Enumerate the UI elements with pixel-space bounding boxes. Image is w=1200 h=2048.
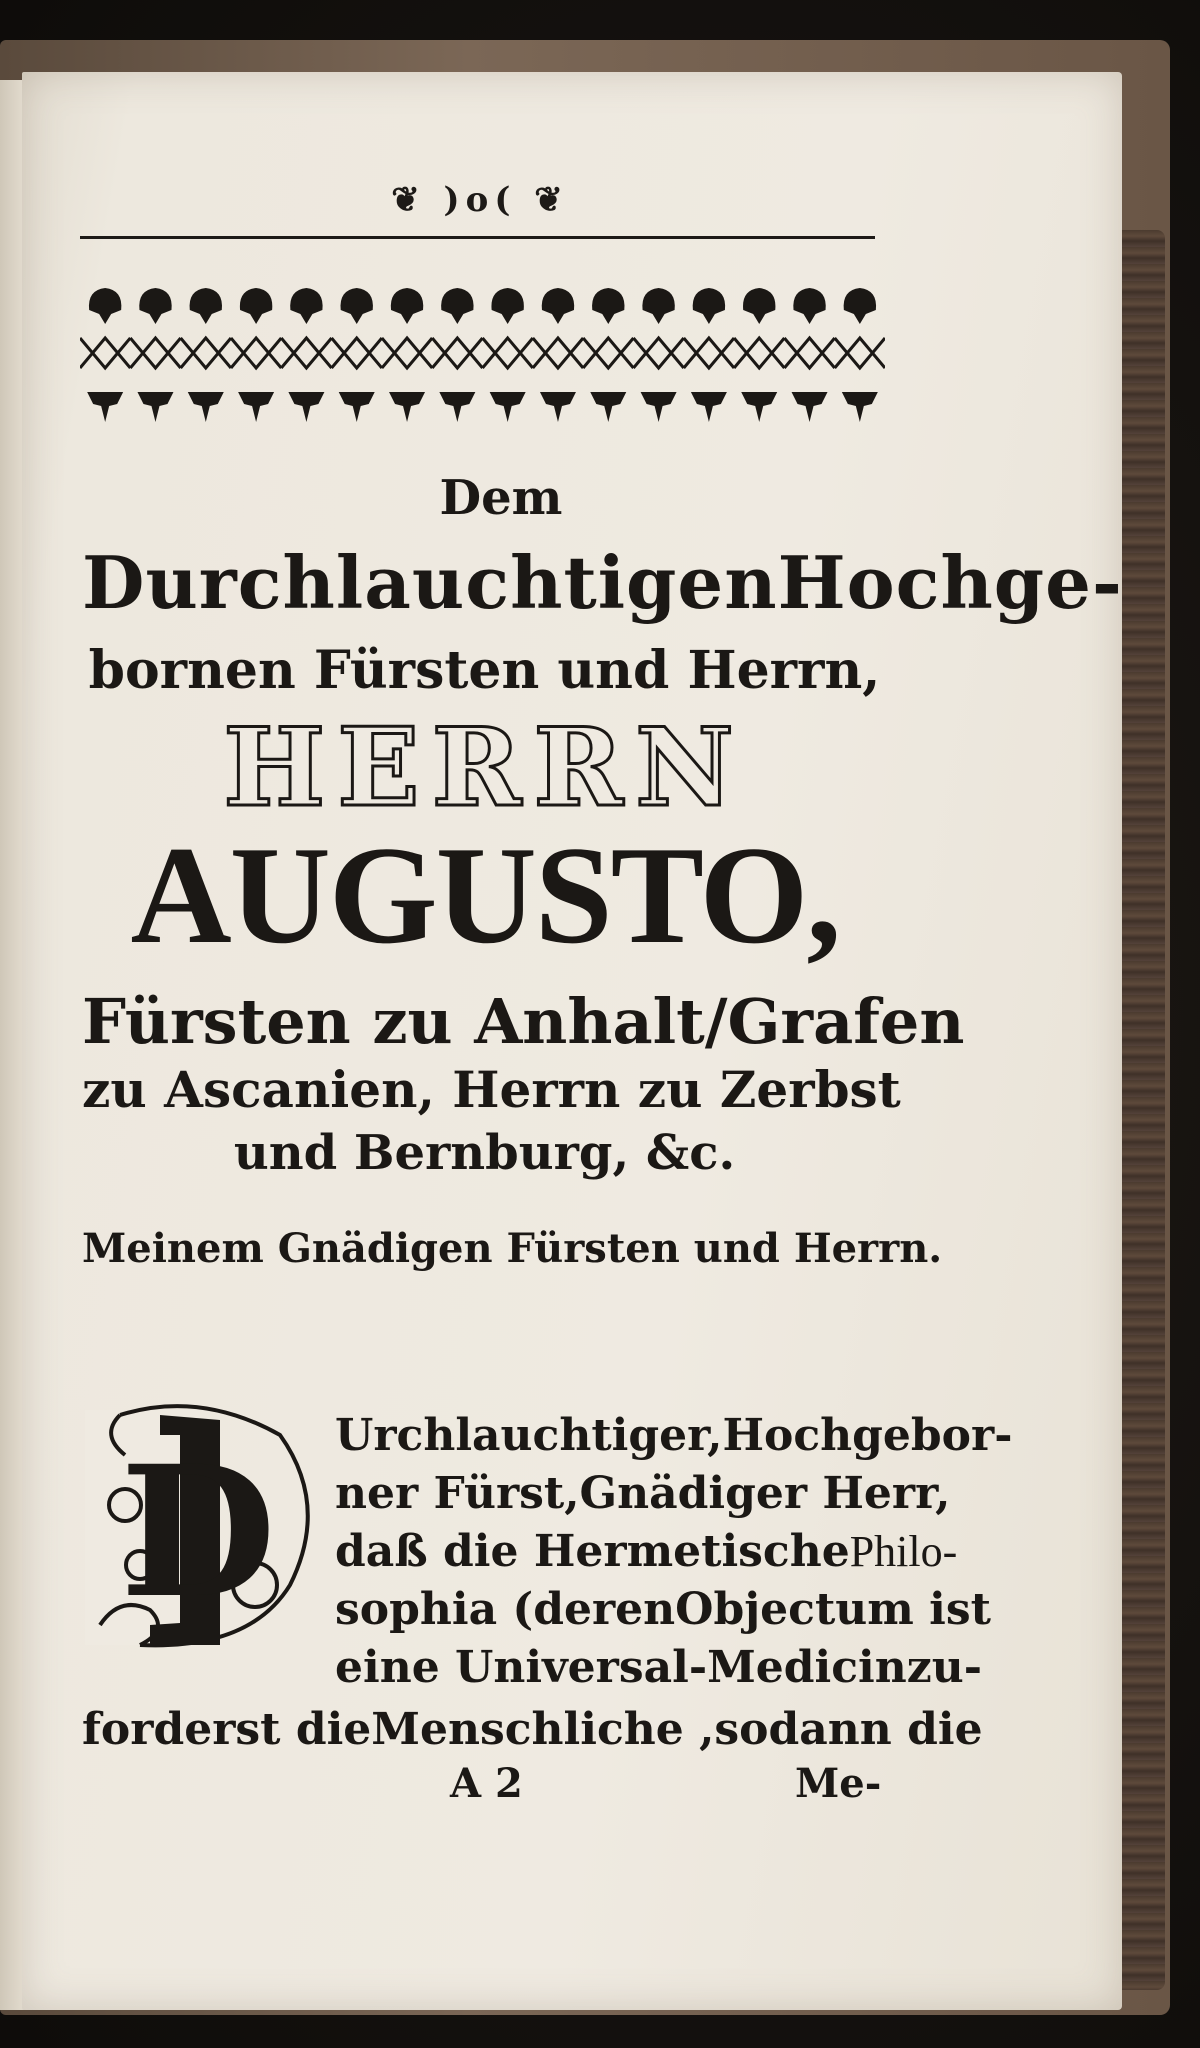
ornament-fleuron-top	[542, 288, 574, 324]
body-line-4	[335, 1584, 991, 1635]
ornament-fleuron-bottom	[590, 392, 626, 422]
ornament-fleuron-top	[491, 288, 523, 324]
ornament-fleuron-top	[592, 288, 624, 324]
ornament-lattice	[533, 338, 583, 368]
ornament-fleuron-bottom	[439, 392, 475, 422]
dedication-line-4-a: Fürsten zu Anhalt/	[82, 985, 728, 1058]
ornament-fleuron-top	[391, 288, 423, 324]
dedication-line-1-b: Hochge-	[777, 540, 1123, 625]
body-line-2-a: ner Fürst,	[335, 1468, 580, 1519]
ornament-fleuron-bottom	[87, 392, 123, 422]
header-rule	[80, 236, 875, 239]
dedication-line-2: bornen Fürsten und Herrn,	[88, 640, 881, 701]
ornament-fleuron-bottom	[741, 392, 777, 422]
body-line-6	[82, 1704, 983, 1755]
signature-mark: A 2	[450, 1760, 523, 1807]
ornament-fleuron-top	[693, 288, 725, 324]
body-line-6-c: sodann die	[714, 1704, 983, 1755]
ornament-fleuron-bottom	[490, 392, 526, 422]
body-line-1-b: Hochgebor-	[722, 1410, 1013, 1461]
body-line-4-b: Objectum ist	[675, 1584, 991, 1635]
ornament-fleuron-top	[743, 288, 775, 324]
ornament-fleuron-bottom	[792, 392, 828, 422]
ornament-fleuron-top	[793, 288, 825, 324]
ornament-fleuron-top	[190, 288, 222, 324]
page-header: ❦ )o( ❦	[391, 180, 569, 220]
body-line-1	[335, 1410, 1013, 1461]
decorated-initial	[80, 1395, 320, 1665]
ornament-fleuron-bottom	[339, 392, 375, 422]
dedication-augusto: AUGUSTO,	[130, 818, 840, 973]
body-line-2-b: Gnädiger Herr,	[579, 1468, 951, 1519]
ornament-fleuron-bottom	[842, 392, 878, 422]
ornament-fleuron-top	[441, 288, 473, 324]
body-line-5-b: zu-	[906, 1642, 983, 1693]
ornament-lattice	[281, 338, 331, 368]
ornament-fleuron-bottom	[288, 392, 324, 422]
ornament-lattice	[684, 338, 734, 368]
ornament-lattice	[784, 338, 834, 368]
ornament-lattice	[181, 338, 231, 368]
ornament-fleuron-top	[341, 288, 373, 324]
body-line-5-a: eine Universal-Medicin	[335, 1642, 907, 1693]
dedication-line-4	[82, 985, 965, 1058]
ornament-fleuron-bottom	[540, 392, 576, 422]
dedication-line-6: und Bernburg, &c.	[233, 1125, 736, 1181]
ornament-fleuron-bottom	[188, 392, 224, 422]
dedication-herrn: HERRN	[223, 705, 746, 831]
ornamental-border	[80, 280, 885, 430]
ornament-lattice	[633, 338, 683, 368]
ornament-lattice	[583, 338, 633, 368]
ornament-fleuron-top	[240, 288, 272, 324]
initial-letter: D	[119, 1427, 277, 1638]
body-line-1-a: Urchlauchtiger,	[335, 1410, 723, 1461]
ornament-lattice	[231, 338, 281, 368]
ornament-fleuron-top	[89, 288, 121, 324]
dedication-line-5: zu Ascanien, Herrn zu Zerbst	[82, 1060, 901, 1119]
ornament-fleuron-bottom	[691, 392, 727, 422]
body-line-3-b: Philo-	[849, 1527, 958, 1576]
ornament-fleuron-top	[642, 288, 674, 324]
ornament-fleuron-top	[844, 288, 876, 324]
ornament-lattice	[332, 338, 382, 368]
body-line-6-a: forderst die	[82, 1704, 372, 1755]
catchword: Me-	[795, 1760, 882, 1807]
dedication-line-1	[82, 540, 1123, 625]
ornament-lattice	[382, 338, 432, 368]
ornament-lattice	[432, 338, 482, 368]
ornament-fleuron-bottom	[641, 392, 677, 422]
body-line-5	[335, 1642, 983, 1693]
ornament-fleuron-top	[139, 288, 171, 324]
dedication-dem: Dem	[439, 470, 563, 526]
dedication-line-4-b: Grafen	[727, 985, 965, 1058]
body-line-4-a: sophia (deren	[335, 1584, 676, 1635]
ornament-lattice	[734, 338, 784, 368]
ornament-lattice	[80, 338, 130, 368]
dedication-line-1-a: Durchlauchtigen	[82, 540, 778, 625]
body-line-3	[335, 1526, 958, 1577]
ornament-fleuron-top	[290, 288, 322, 324]
body-line-2	[335, 1468, 951, 1519]
ornament-lattice	[483, 338, 533, 368]
ornament-lattice	[835, 338, 885, 368]
dedication-meinem: Meinem Gnädigen Fürsten und Herrn.	[82, 1225, 943, 1272]
body-line-3-a: daß die Hermetische	[335, 1526, 850, 1577]
ornament-fleuron-bottom	[238, 392, 274, 422]
ornament-lattice	[130, 338, 180, 368]
ornament-fleuron-bottom	[389, 392, 425, 422]
body-line-6-b: Menschliche ,	[371, 1704, 715, 1755]
ornament-fleuron-bottom	[137, 392, 173, 422]
